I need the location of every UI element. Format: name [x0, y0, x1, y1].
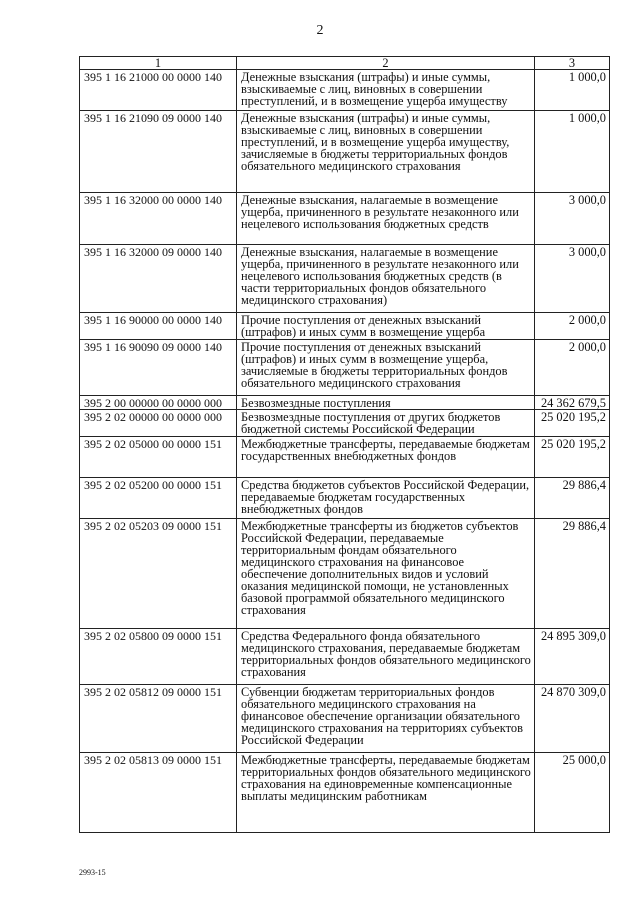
row-name: Средства бюджетов субъектов Российской Федерации, передаваемые бюджетам государственных внебюджетных фондов — [237, 478, 535, 519]
row-code: 395 1 16 21000 00 0000 140 — [80, 70, 237, 111]
column-header-name: 2 — [237, 57, 535, 70]
row-amount: 3 000,0 — [535, 193, 610, 245]
row-amount: 1 000,0 — [535, 111, 610, 193]
row-name: Безвозмездные поступления от других бюджетов бюджетной системы Российской Федерации — [237, 410, 535, 437]
row-code: 395 2 02 05813 09 0000 151 — [80, 753, 237, 833]
row-name: Межбюджетные трансферты, передаваемые бюджетам территориальных фондов обязательного медицинского страхования на единовременные компенсационные выплаты медицинским работникам — [237, 753, 535, 833]
row-code: 395 1 16 90000 00 0000 140 — [80, 313, 237, 340]
row-name: Денежные взыскания (штрафы) и иные суммы, взыскиваемые с лиц, виновных в совершении преступлений, и в возмещение ущерба имуществу, зачисляемые в бюджеты территориальных фондов обязательного медицинского страхования — [237, 111, 535, 193]
column-header-amount: 3 — [535, 57, 610, 70]
row-name: Межбюджетные трансферты из бюджетов субъектов Российской Федерации, передаваемые территориальным фондам обязательного медицинского страхования на финансовое обеспечение дополнительных видов и условий оказания медицинской помощи, не установленных базовой программой обязательного медицинского страхования — [237, 519, 535, 629]
row-name: Межбюджетные трансферты, передаваемые бюджетам государственных внебюджетных фондов — [237, 437, 535, 478]
table-row — [80, 111, 610, 193]
row-amount: 25 000,0 — [535, 753, 610, 833]
row-amount: 3 000,0 — [535, 245, 610, 313]
table-row — [80, 193, 610, 245]
row-name: Денежные взыскания (штрафы) и иные суммы, взыскиваемые с лиц, виновных в совершении преступлений, и в возмещение ущерба имуществу — [237, 70, 535, 111]
row-name: Денежные взыскания, налагаемые в возмещение ущерба, причиненного в результате незаконного или нецелевого использования бюджетных средств — [237, 193, 535, 245]
row-amount: 24 870 309,0 — [535, 685, 610, 753]
row-name: Безвозмездные поступления — [237, 396, 535, 410]
table-row — [80, 70, 610, 111]
document-id: 2993-15 — [79, 868, 106, 877]
row-code: 395 1 16 90090 09 0000 140 — [80, 340, 237, 396]
row-name: Прочие поступления от денежных взысканий (штрафов) и иных сумм в возмещение ущерба — [237, 313, 535, 340]
table-row — [80, 340, 610, 396]
table-row — [80, 437, 610, 478]
table-row — [80, 396, 610, 410]
table-header-row — [80, 57, 610, 70]
row-name: Средства Федерального фонда обязательного медицинского страхования, передаваемые бюджетам территориальных фондов обязательного медицинского страхования — [237, 629, 535, 685]
row-amount: 29 886,4 — [535, 519, 610, 629]
row-code: 395 1 16 21090 09 0000 140 — [80, 111, 237, 193]
row-amount: 25 020 195,2 — [535, 410, 610, 437]
row-code: 395 2 02 05203 09 0000 151 — [80, 519, 237, 629]
row-amount: 2 000,0 — [535, 313, 610, 340]
row-code: 395 2 02 05200 00 0000 151 — [80, 478, 237, 519]
row-name: Денежные взыскания, налагаемые в возмещение ущерба, причиненного в результате незаконного или нецелевого использования бюджетных средств (в части территориальных фондов обязательного медицинского страхования) — [237, 245, 535, 313]
table-row — [80, 753, 610, 833]
row-amount: 24 362 679,5 — [535, 396, 610, 410]
table-row — [80, 685, 610, 753]
row-code: 395 2 00 00000 00 0000 000 — [80, 396, 237, 410]
row-amount: 24 895 309,0 — [535, 629, 610, 685]
row-code: 395 1 16 32000 00 0000 140 — [80, 193, 237, 245]
table-row — [80, 245, 610, 313]
row-name: Прочие поступления от денежных взысканий (штрафов) и иных сумм в возмещение ущерба, зачисляемые в бюджеты территориальных фондов обязательного медицинского страхования — [237, 340, 535, 396]
table-row — [80, 410, 610, 437]
row-amount: 2 000,0 — [535, 340, 610, 396]
table-row — [80, 313, 610, 340]
page-number: 2 — [316, 23, 324, 38]
row-code: 395 2 02 00000 00 0000 000 — [80, 410, 237, 437]
table-row — [80, 519, 610, 629]
row-code: 395 2 02 05800 09 0000 151 — [80, 629, 237, 685]
row-code: 395 2 02 05812 09 0000 151 — [80, 685, 237, 753]
row-code: 395 1 16 32000 09 0000 140 — [80, 245, 237, 313]
row-amount: 29 886,4 — [535, 478, 610, 519]
row-name: Субвенции бюджетам территориальных фондов обязательного медицинского страхования на финансовое обеспечение организации обязательного медицинского страхования на территориях субъектов Российской Федерации — [237, 685, 535, 753]
row-amount: 25 020 195,2 — [535, 437, 610, 478]
table-row — [80, 478, 610, 519]
column-header-code: 1 — [80, 57, 237, 70]
budget-revenue-table — [79, 56, 610, 833]
row-amount: 1 000,0 — [535, 70, 610, 111]
row-code: 395 2 02 05000 00 0000 151 — [80, 437, 237, 478]
table-row — [80, 629, 610, 685]
